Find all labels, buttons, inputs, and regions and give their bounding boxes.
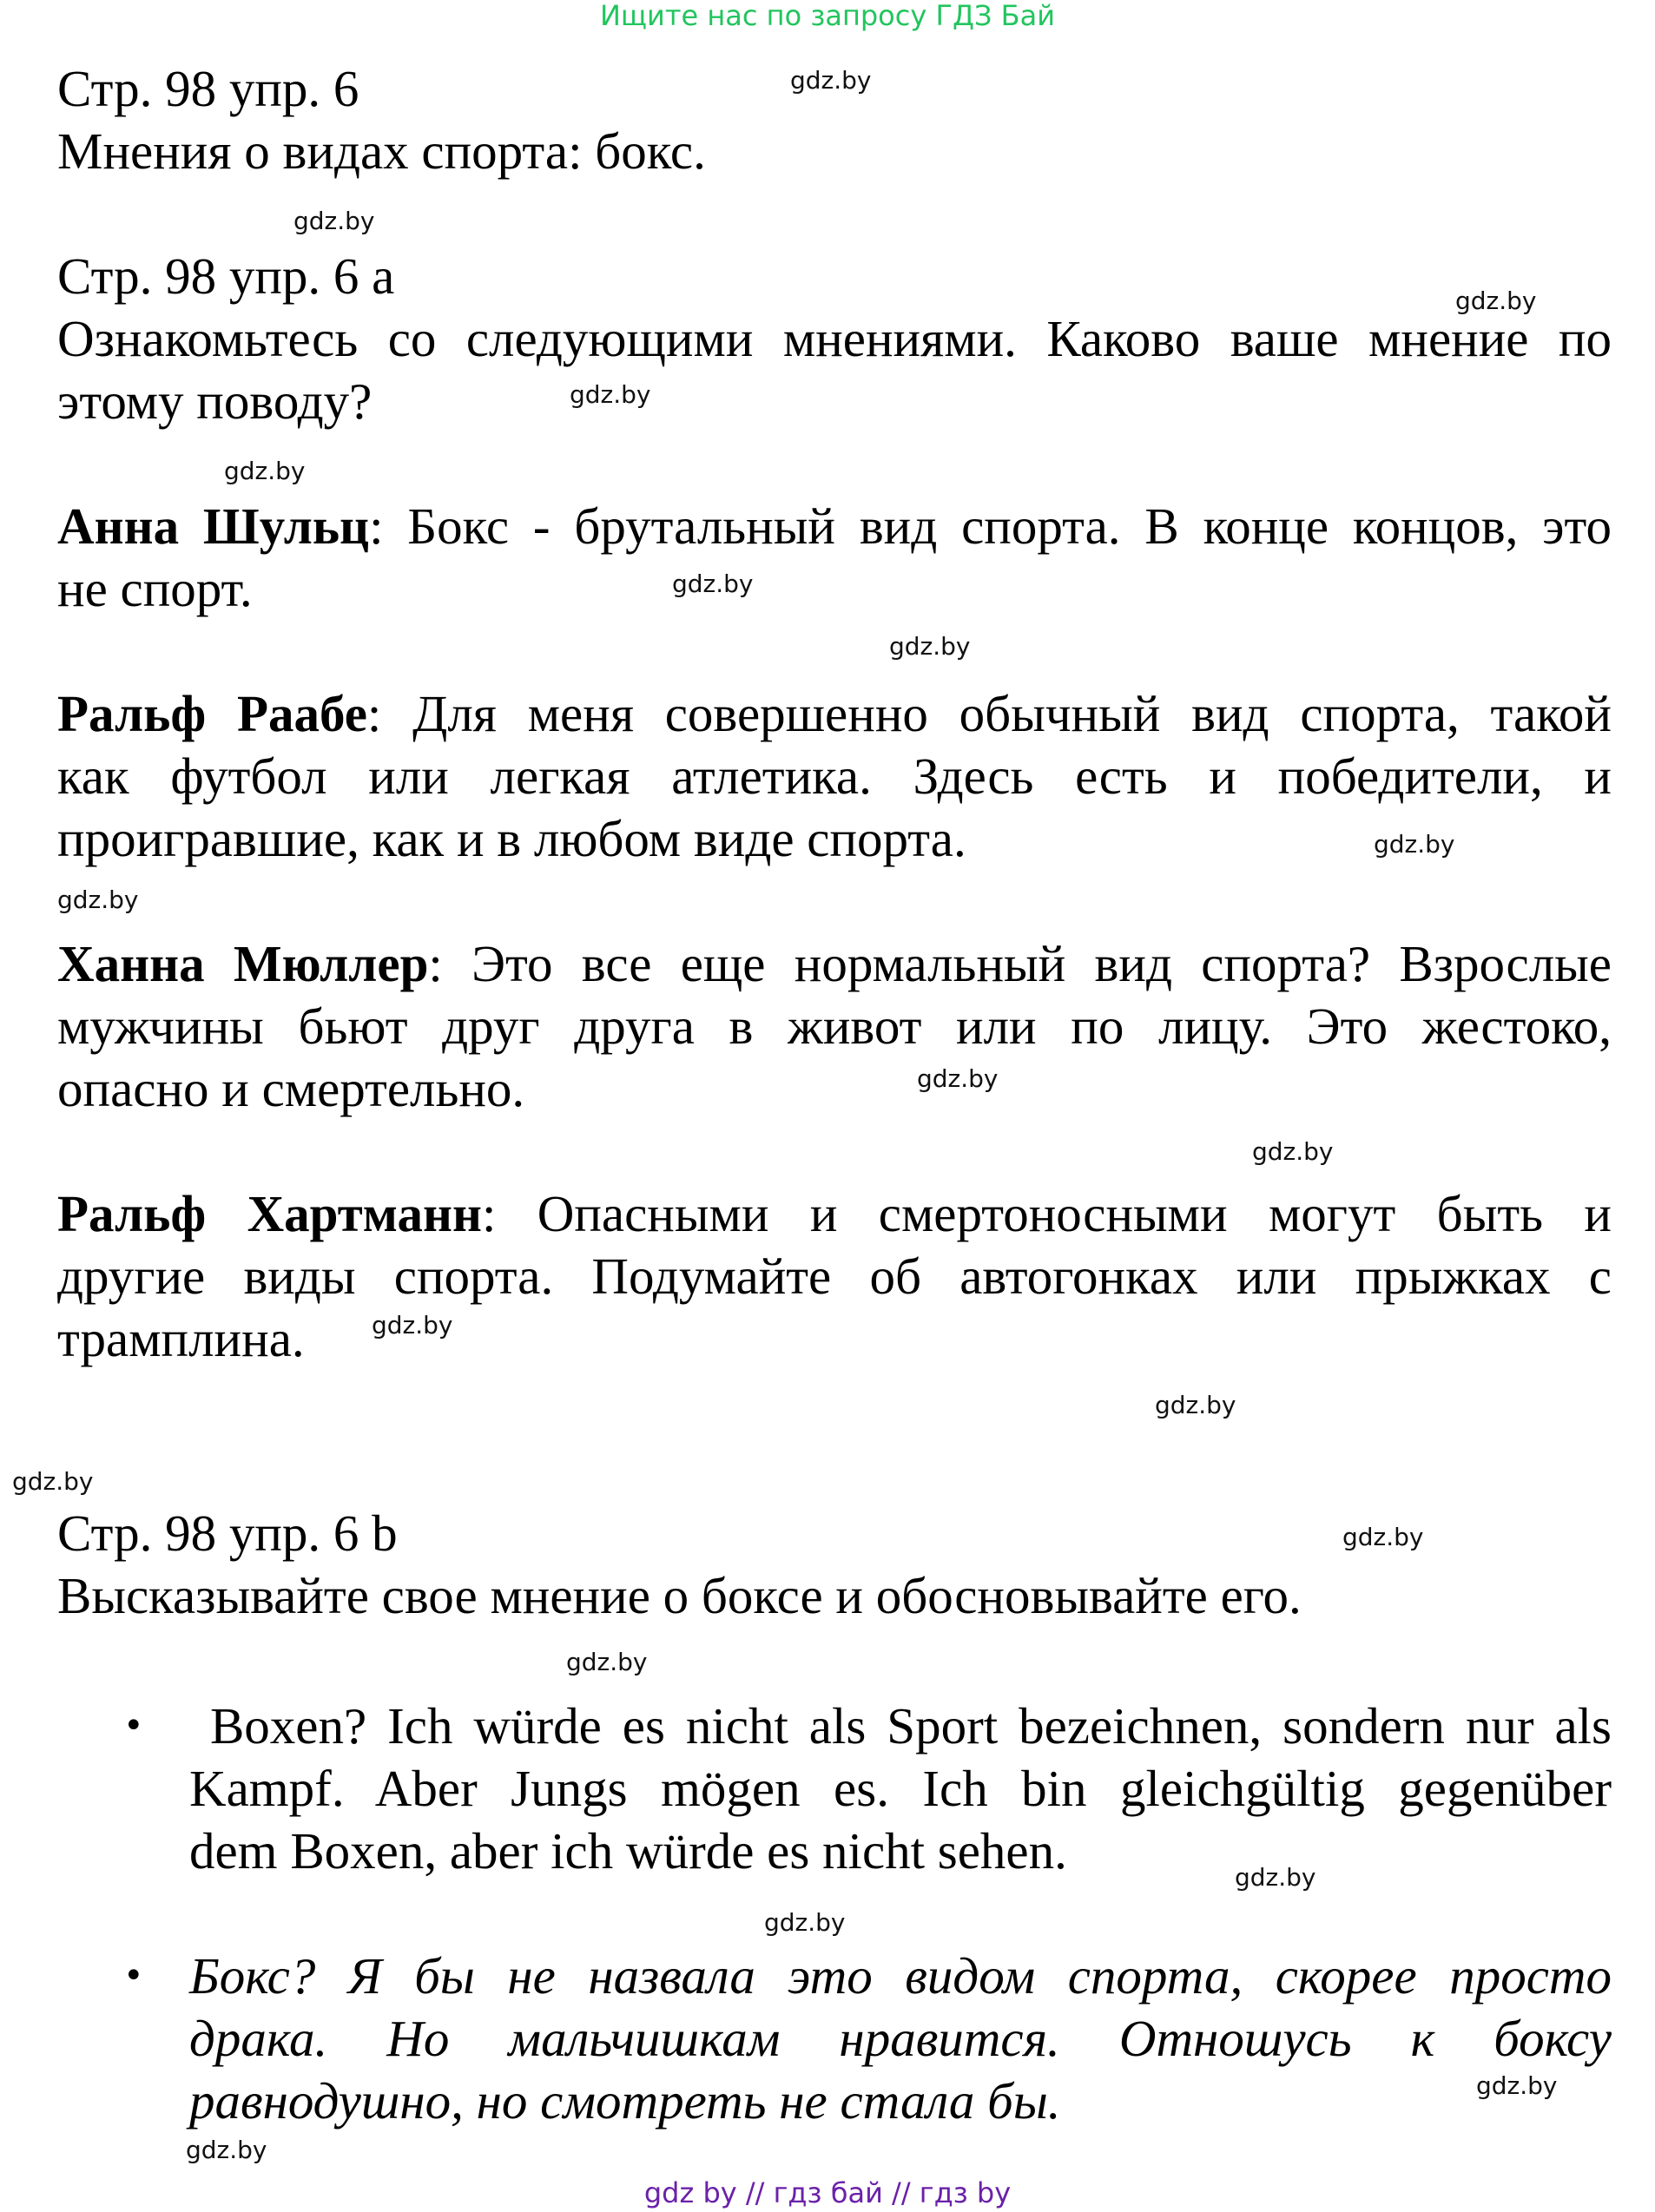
opinion-hartmann-name: Ральф Хартманн xyxy=(57,1185,482,1242)
watermark: gdz.by xyxy=(917,1064,999,1093)
answer-russian-line2: драка. Но мальчишкам нравится. Отношусь к боксу xyxy=(189,2010,1612,2067)
watermark: gdz.by xyxy=(1476,2071,1558,2100)
opinion-hartmann-line3: трамплина. xyxy=(57,1310,305,1367)
watermark: gdz.by xyxy=(186,2136,267,2164)
watermark: gdz.by xyxy=(672,569,754,598)
answer-russian-line3: равнодушно, но смотреть не стала бы. xyxy=(189,2072,1061,2130)
watermark: gdz.by xyxy=(764,1908,846,1937)
bullet-marker-german: • xyxy=(123,1706,144,1746)
opinion-anna-name: Анна Шульц xyxy=(57,497,370,555)
watermark: gdz.by xyxy=(1455,286,1537,315)
answer-german-line2: Kampf. Aber Jungs mögen es. Ich bin gleichgültig gegenüber xyxy=(189,1760,1612,1817)
watermark: gdz.by xyxy=(224,457,306,485)
watermark: gdz.by xyxy=(570,380,651,409)
section2-heading: Стр. 98 упр. 6 a xyxy=(57,247,395,305)
answer-german-line1: Boxen? Ich würde es nicht als Sport bezeichnen, sondern nur als xyxy=(189,1697,1612,1754)
opinion-mueller-name: Ханна Мюллер xyxy=(57,935,429,992)
watermark: gdz.by xyxy=(1252,1137,1334,1166)
section2-task-line2: этому поводу? xyxy=(57,372,373,430)
watermark: gdz.by xyxy=(1342,1523,1424,1551)
opinion-anna-line2: не спорт. xyxy=(57,560,253,617)
watermark: gdz.by xyxy=(12,1467,94,1496)
section1-heading: Стр. 98 упр. 6 xyxy=(57,60,359,117)
opinion-mueller-line2: мужчины бьют друг друга в живот или по лицу. Это жестоко, xyxy=(57,997,1612,1055)
opinion-mueller-line3: опасно и смертельно. xyxy=(57,1060,525,1117)
section1-subtitle: Мнения о видах спорта: бокс. xyxy=(57,122,706,180)
watermark: gdz.by xyxy=(293,207,375,235)
watermark: gdz.by xyxy=(372,1311,453,1340)
opinion-raabe-line3: проигравшие, как и в любом виде спорта. xyxy=(57,810,966,867)
opinion-hartmann-line1: Ральф Хартманн: Опасными и смертоносными могут быть и xyxy=(57,1185,1612,1242)
search-banner[interactable]: Ищите нас по запросу ГДЗ Бай xyxy=(599,0,1056,32)
section3-task: Высказывайте свое мнение о боксе и обосновывайте его. xyxy=(57,1567,1302,1624)
watermark: gdz.by xyxy=(790,66,872,95)
opinion-raabe-line1: Ральф Раабе: Для меня совершенно обычный вид спорта, такой xyxy=(57,685,1612,742)
answer-russian-line1: Бокс? Я бы не назвала это видом спорта, скорее просто xyxy=(189,1947,1612,2005)
opinion-raabe-name: Ральф Раабе xyxy=(57,685,367,742)
opinion-raabe-line2: как футбол или легкая атлетика. Здесь есть и победители, и xyxy=(57,747,1612,805)
opinion-anna-line1: Анна Шульц: Бокс - брутальный вид спорта. В конце концов, это xyxy=(57,497,1612,555)
watermark: gdz.by xyxy=(57,885,139,914)
watermark: gdz.by xyxy=(1235,1863,1316,1892)
watermark: gdz.by xyxy=(889,632,971,661)
opinion-hartmann-line2: другие виды спорта. Подумайте об автогонках или прыжках с xyxy=(57,1248,1612,1305)
opinion-mueller-line1: Ханна Мюллер: Это все еще нормальный вид спорта? Взрослые xyxy=(57,935,1612,992)
watermark: gdz.by xyxy=(1155,1391,1236,1419)
watermark: gdz.by xyxy=(1374,830,1455,859)
section2-task-line1: Ознакомьтесь со следующими мнениями. Каково ваше мнение по xyxy=(57,310,1612,367)
footer-watermark[interactable]: gdz by // гдз бай // гдз by xyxy=(643,2176,1012,2209)
answer-german-line3: dem Boxen, aber ich würde es nicht sehen. xyxy=(189,1822,1067,1880)
section3-heading: Стр. 98 упр. 6 b xyxy=(57,1504,398,1562)
bullet-marker-russian: • xyxy=(123,1956,144,1996)
watermark: gdz.by xyxy=(566,1648,648,1676)
